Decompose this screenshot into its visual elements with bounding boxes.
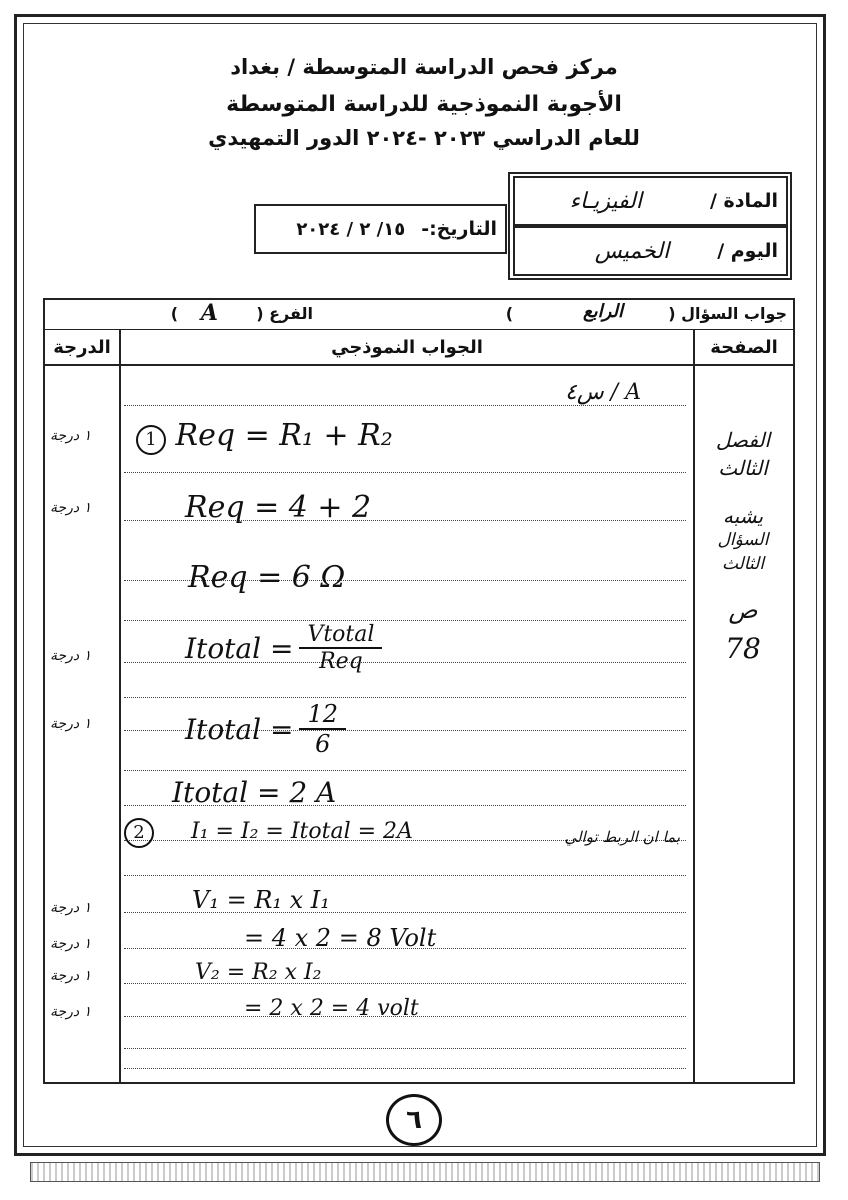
writing-line — [124, 405, 686, 406]
equation-line-7 — [124, 818, 413, 848]
page-ref-similar: يشبه — [722, 504, 764, 528]
branch-close-paren: ) — [170, 304, 178, 323]
grade-column-header: الدرجة — [53, 337, 111, 358]
step-2-marker: 2 — [124, 818, 154, 848]
equation-line-3: Req = 6 Ω — [188, 560, 346, 595]
fraction-denominator: Req — [319, 649, 363, 674]
writing-line — [124, 697, 686, 698]
question-heading: س٤ / A — [565, 380, 641, 405]
page-ref-number: 78 — [725, 632, 761, 665]
grade-column-divider — [119, 330, 121, 1082]
grade-mark: ١ درجة — [50, 500, 92, 516]
writing-line — [124, 1048, 686, 1049]
fraction-denominator: 6 — [315, 730, 331, 758]
equation-line-5-left: Itotal = — [185, 712, 294, 746]
equation-line-2: Req = 4 + 2 — [185, 490, 372, 525]
subject-field — [513, 176, 788, 226]
equation-line-4 — [185, 622, 388, 674]
answer-table — [43, 298, 795, 1084]
equation-line-9: = 4 x 2 = 8 Volt — [244, 924, 437, 952]
series-connection-note: بما ان الربط توالي — [564, 828, 680, 846]
fraction-12-over-6 — [299, 700, 346, 758]
answer-column-header: الجواب النموذجي — [331, 337, 483, 358]
writing-line — [124, 770, 686, 771]
page-column-divider — [693, 330, 695, 1082]
equation-line-5 — [185, 700, 352, 758]
fraction-v-over-r — [299, 622, 382, 674]
step-1-marker: 1 — [136, 425, 166, 455]
equation-line-4-left: Itotal = — [185, 631, 294, 665]
question-close-paren: ) — [505, 304, 513, 323]
fraction-numerator: Vtotal — [299, 622, 382, 649]
grade-mark: ١ درجة — [50, 900, 92, 916]
page-ref-third-2: الثالث — [721, 554, 765, 574]
equation-line-11: = 2 x 2 = 4 volt — [244, 996, 419, 1021]
equation-line-7-text: I₁ = I₂ = Itotal = 2A — [191, 819, 413, 844]
page-number: ٦ — [386, 1094, 442, 1146]
date-value: ١٥/ ٢ / ٢٠٢٤ — [296, 218, 406, 240]
page-ref-chapter: الفصل — [715, 428, 771, 452]
question-number-value: الرابع — [582, 301, 623, 322]
branch-value: A — [200, 300, 218, 326]
grade-mark: ١ درجة — [50, 968, 92, 984]
grade-mark: ١ درجة — [50, 936, 92, 952]
equation-line-1 — [136, 418, 393, 455]
equation-line-6: Itotal = 2 A — [172, 776, 337, 809]
fraction-numerator: 12 — [299, 700, 346, 730]
page-column-header: الصفحة — [710, 337, 778, 358]
model-answers-title: الأجوبة النموذجية للدراسة المتوسطة — [226, 92, 622, 117]
page-ref-question: السؤال — [717, 530, 769, 550]
answer-label: جواب السؤال ( — [668, 304, 787, 323]
writing-line — [124, 620, 686, 621]
subject-label: المادة / — [709, 190, 778, 212]
subject-value: الفيزيـاء — [569, 188, 642, 214]
equation-line-8: V₁ = R₁ x I₁ — [192, 886, 330, 914]
day-field — [513, 226, 788, 276]
date-field — [254, 204, 507, 254]
date-label: التاريخ:- — [421, 218, 497, 240]
day-label: اليوم / — [717, 240, 778, 262]
equation-line-1-text: Req = R₁ + R₂ — [175, 418, 393, 453]
writing-line — [124, 875, 686, 876]
grade-mark: ١ درجة — [50, 716, 92, 732]
day-value: الخميس — [594, 238, 670, 264]
writing-line — [124, 472, 686, 473]
question-row — [45, 300, 793, 330]
writing-line — [124, 1068, 686, 1069]
page-ref-page: ص — [728, 596, 758, 624]
academic-year-title: للعام الدراسي ٢٠٢٣ -٢٠٢٤ الدور التمهيدي — [208, 126, 640, 150]
page-ref-third: الثالث — [718, 456, 768, 480]
grade-mark: ١ درجة — [50, 1004, 92, 1020]
grade-mark: ١ درجة — [50, 648, 92, 664]
equation-line-10: V₂ = R₂ x I₂ — [195, 960, 322, 985]
branch-label: الفرع ( — [256, 304, 313, 323]
decorative-border-strip — [30, 1162, 820, 1182]
exam-center-title: مركز فحص الدراسة المتوسطة / بغداد — [230, 55, 618, 79]
grade-mark: ١ درجة — [50, 428, 92, 444]
